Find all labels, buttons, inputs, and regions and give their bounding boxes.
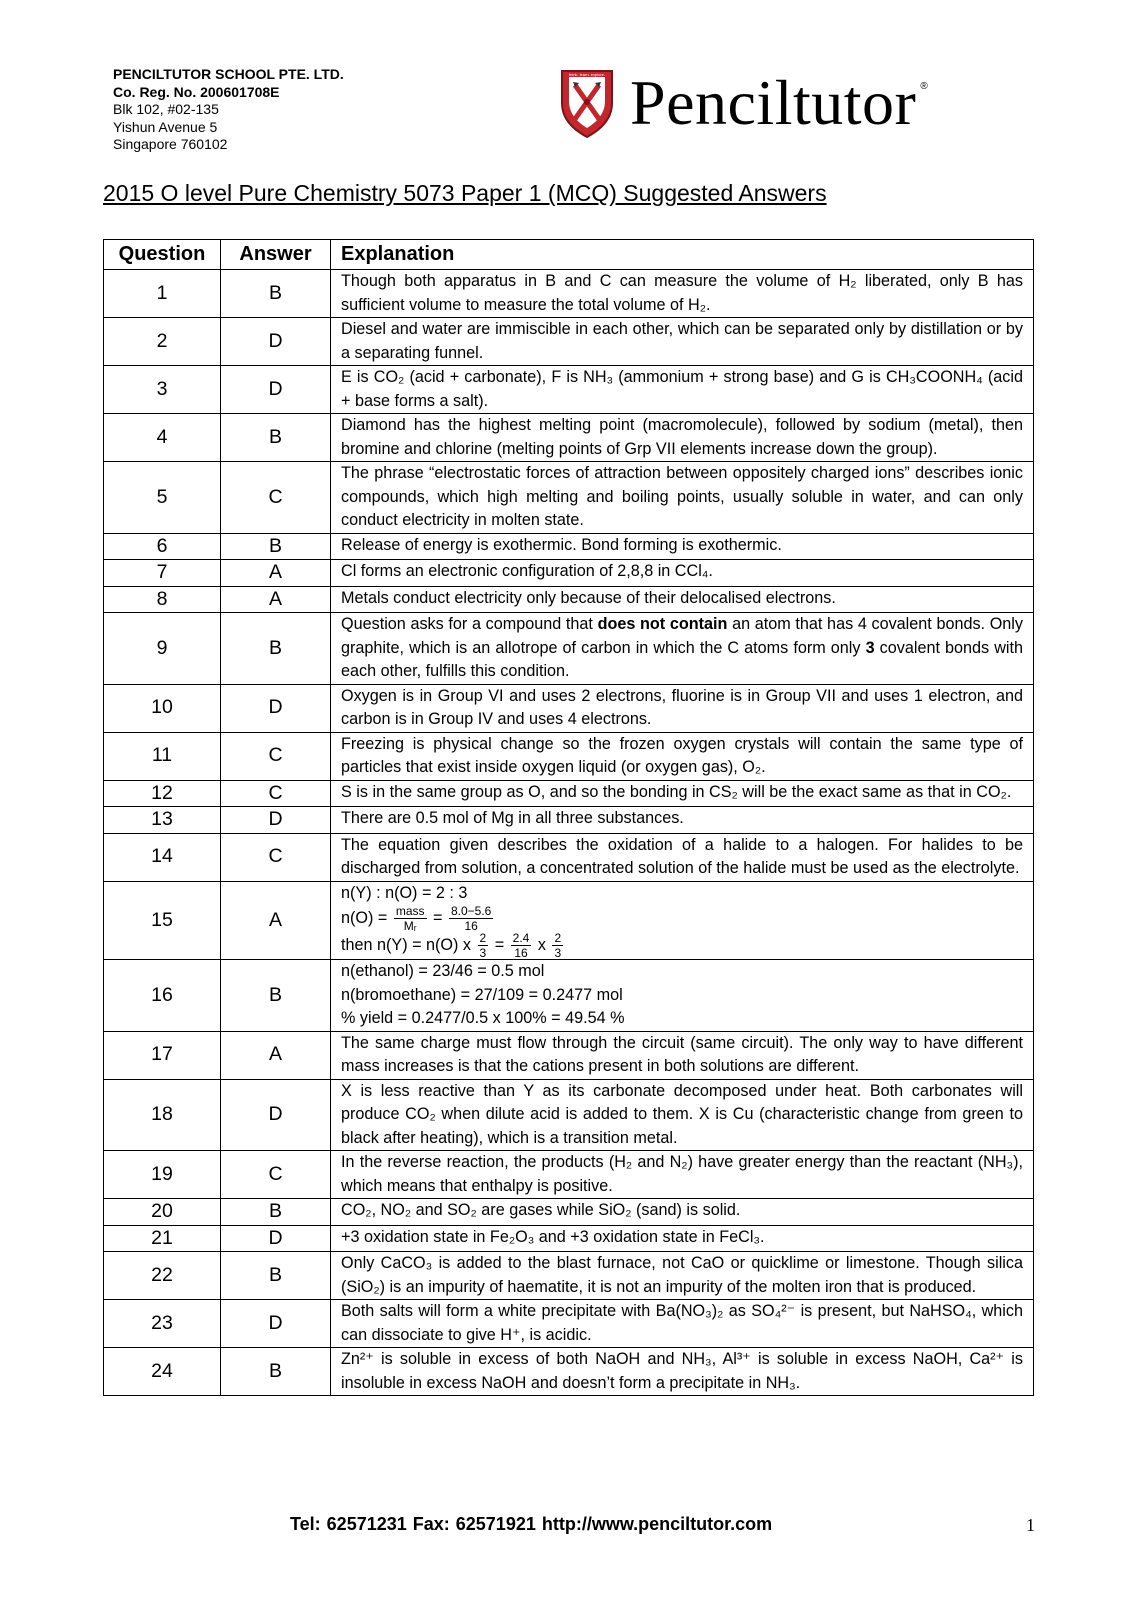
question-number: 12 — [104, 780, 221, 807]
document-title: 2015 O level Pure Chemistry 5073 Paper 1 (MCQ) Suggested Answers — [103, 180, 827, 206]
fraction — [394, 905, 427, 932]
address-line-2: Yishun Avenue 5 — [113, 118, 218, 135]
formula-label: n(O) = — [341, 908, 388, 927]
column-header-question: Question — [104, 240, 221, 270]
question-number: 1 — [104, 270, 221, 318]
fraction-denominator: 3 — [554, 946, 562, 960]
explanation-text — [331, 881, 1034, 960]
answer-letter: A — [221, 881, 331, 960]
table-row — [104, 1031, 1034, 1079]
explanation-text: Freezing is physical change so the frozen oxygen crystals will contain the same type of particles that exist inside oxygen liquid (or oxygen gas), O₂. — [331, 732, 1034, 780]
answer-letter: D — [221, 807, 331, 834]
table-row — [104, 560, 1034, 587]
registered-mark: ® — [920, 80, 928, 92]
answer-letter: C — [221, 732, 331, 780]
question-number: 16 — [104, 960, 221, 1032]
question-number: 3 — [104, 366, 221, 414]
table-row — [104, 414, 1034, 462]
answer-letter: D — [221, 1079, 331, 1151]
explanation-text — [331, 613, 1034, 685]
table-row — [104, 1225, 1034, 1252]
answer-letter: B — [221, 1252, 331, 1300]
table-row — [104, 586, 1034, 613]
table-row — [104, 270, 1034, 318]
explanation-text: Both salts will form a white precipitate with Ba(NO₃)₂ as SO₄²⁻ is present, but NaHSO₄, which can dissociate to give H⁺, is acidic. — [331, 1300, 1034, 1348]
table-header-row — [104, 240, 1034, 270]
equals-sign: = — [494, 935, 505, 954]
company-name: PENCILTUTOR SCHOOL PTE. LTD. — [113, 66, 344, 82]
explanation-text: There are 0.5 mol of Mg in all three substances. — [331, 807, 1034, 834]
answer-letter: C — [221, 833, 331, 881]
company-reg-no: Co. Reg. No. 200601708E — [113, 83, 280, 100]
explanation-text: Diamond has the highest melting point (macromolecule), followed by sodium (metal), then bromine and chlorine (melting points of Grp VII elements increase down the group). — [331, 414, 1034, 462]
table-row — [104, 462, 1034, 534]
explanation-part: Question asks for a compound that — [341, 615, 598, 633]
table-row — [104, 1079, 1034, 1151]
question-number: 10 — [104, 684, 221, 732]
table-row — [104, 318, 1034, 366]
answer-letter: B — [221, 1348, 331, 1396]
question-number: 5 — [104, 462, 221, 534]
fraction-denominator: 16 — [514, 946, 528, 960]
question-number: 8 — [104, 586, 221, 613]
explanation-text: Oxygen is in Group VI and uses 2 electrons, fluorine is in Group VII and uses 1 electron, and carbon is in Group IV and uses 4 electrons. — [331, 684, 1034, 732]
question-number: 20 — [104, 1199, 221, 1226]
company-address — [113, 66, 344, 154]
table-row — [104, 1348, 1034, 1396]
fraction — [552, 932, 563, 959]
question-number: 22 — [104, 1252, 221, 1300]
explanation-text: X is less reactive than Y as its carbonate decomposed under heat. Both carbonates will produce CO₂ when dilute acid is added to them. X is Cu (characteristic change from green to black after heating), which is a transition metal. — [331, 1079, 1034, 1151]
answer-letter: B — [221, 414, 331, 462]
answer-letter: D — [221, 366, 331, 414]
explanation-text: Only CaCO₃ is added to the blast furnace, not CaO or quicklime or limestone. Though silica (SiO₂) is an impurity of haematite, it is not an impurity of the molten iron that is produced. — [331, 1252, 1034, 1300]
question-number: 15 — [104, 881, 221, 960]
page-number: 1 — [1026, 1515, 1035, 1535]
explanation-text: Though both apparatus in B and C can measure the volume of H₂ liberated, only B has sufficient volume to measure the total volume of H₂. — [331, 270, 1034, 318]
explanation-text: E is CO₂ (acid + carbonate), F is NH₃ (ammonium + strong base) and G is CH₃COONH₄ (acid + base forms a salt). — [331, 366, 1034, 414]
column-header-explanation: Explanation — [331, 240, 1034, 270]
question-number: 18 — [104, 1079, 221, 1151]
table-row — [104, 1300, 1034, 1348]
question-number: 2 — [104, 318, 221, 366]
explanation-text: The same charge must flow through the circuit (same circuit). The only way to have different mass increases is that the cations present in both solutions are different. — [331, 1031, 1034, 1079]
answer-letter: B — [221, 533, 331, 560]
table-row — [104, 684, 1034, 732]
explanation-part: an atom that has 4 covalent bonds. Only graphite, which is an allotrope of carbon in which the C atoms form only — [341, 615, 1024, 657]
question-number: 6 — [104, 533, 221, 560]
address-line-1: Blk 102, #02-135 — [113, 101, 219, 117]
question-number: 7 — [104, 560, 221, 587]
question-number: 11 — [104, 732, 221, 780]
fraction — [478, 932, 489, 959]
question-number: 21 — [104, 1225, 221, 1252]
svg-text:think. learn. explore.: think. learn. explore. — [568, 72, 606, 77]
formula-line — [341, 932, 1023, 959]
column-header-answer: Answer — [221, 240, 331, 270]
footer-contact: Tel: 62571231 Fax: 62571921 http://www.penciltutor.com — [290, 1514, 773, 1534]
table-row — [104, 613, 1034, 685]
formula-line: n(bromoethane) = 27/109 = 0.2477 mol — [341, 985, 623, 1004]
formula-line: n(ethanol) = 23/46 = 0.5 mol — [341, 962, 545, 980]
fraction — [511, 932, 532, 959]
fraction-numerator: 2 — [479, 931, 487, 945]
table-row — [104, 533, 1034, 560]
answer-letter: D — [221, 1225, 331, 1252]
answer-letter: B — [221, 270, 331, 318]
explanation-text: Diesel and water are immiscible in each other, which can be separated only by distillation or by a separating funnel. — [331, 318, 1034, 366]
emphasis-text: does not contain — [597, 615, 728, 633]
table-row — [104, 1151, 1034, 1199]
answer-letter: A — [221, 560, 331, 587]
explanation-part: covalent bonds with each other, fulfills this condition. — [341, 638, 1023, 680]
equals-sign: = — [433, 908, 443, 927]
question-number: 24 — [104, 1348, 221, 1396]
question-number: 13 — [104, 807, 221, 834]
formula-line: % yield = 0.2477/0.5 x 100% = 49.54 % — [341, 1009, 625, 1027]
explanation-text: S is in the same group as O, and so the bonding in CS₂ will be the exact same as that in CO₂. — [331, 780, 1034, 807]
fraction-denominator: 16 — [464, 919, 478, 933]
answer-letter: C — [221, 780, 331, 807]
address-line-3: Singapore 760102 — [113, 136, 228, 152]
brand-logo — [558, 67, 928, 139]
fraction — [449, 905, 493, 932]
formula-line — [341, 905, 1023, 932]
explanation-text: Cl forms an electronic configuration of 2,8,8 in CCl₄. — [331, 560, 1034, 587]
explanation-text: The phrase “electrostatic forces of attraction between oppositely charged ions” describes ionic compounds, which high melting and boiling points, usually soluble in water, and can only conduct electricity in molten state. — [331, 462, 1034, 534]
table-row — [104, 960, 1034, 1032]
question-number: 17 — [104, 1031, 221, 1079]
answers-table — [103, 239, 1034, 1396]
question-number: 23 — [104, 1300, 221, 1348]
answer-letter: B — [221, 960, 331, 1032]
formula-label: then n(Y) = n(O) x — [341, 935, 471, 954]
answer-letter: A — [221, 1031, 331, 1079]
explanation-text: In the reverse reaction, the products (H₂ and N₂) have greater energy than the reactant (NH₃), which means that enthalpy is positive. — [331, 1151, 1034, 1199]
explanation-text: Release of energy is exothermic. Bond forming is exothermic. — [331, 533, 1034, 560]
question-number: 14 — [104, 833, 221, 881]
fraction-numerator: 8.0−5.6 — [450, 904, 492, 918]
answer-letter: B — [221, 1199, 331, 1226]
explanation-text: The equation given describes the oxidation of a halide to a halogen. For halides to be discharged from solution, a concentrated solution of the halide must be used as the electrolyte. — [331, 833, 1034, 881]
table-row — [104, 732, 1034, 780]
brand-name: Penciltutor — [630, 67, 917, 138]
table-row — [104, 833, 1034, 881]
shield-pencil-icon — [558, 67, 616, 139]
fraction-numerator: mass — [395, 904, 425, 918]
fraction-denominator: Mᵣ — [403, 919, 417, 933]
table-row — [104, 881, 1034, 960]
times-sign: x — [537, 935, 546, 954]
table-row — [104, 366, 1034, 414]
fraction-numerator: 2 — [554, 931, 562, 945]
table-row — [104, 780, 1034, 807]
formula-line: n(Y) : n(O) = 2 : 3 — [341, 883, 468, 902]
explanation-text: +3 oxidation state in Fe₂O₃ and +3 oxidation state in FeCl₃. — [331, 1225, 1034, 1252]
fraction-numerator: 2.4 — [512, 931, 530, 945]
question-number: 4 — [104, 414, 221, 462]
fraction-denominator: 3 — [479, 946, 487, 960]
explanation-text: Zn²⁺ is soluble in excess of both NaOH and NH₃, Al³⁺ is soluble in excess NaOH, Ca²⁺ is insoluble in excess NaOH and doesn’t form a precipitate in NH₃. — [331, 1348, 1034, 1396]
question-number: 19 — [104, 1151, 221, 1199]
emphasis-text: 3 — [865, 638, 875, 657]
table-row — [104, 1252, 1034, 1300]
explanation-text: Metals conduct electricity only because of their delocalised electrons. — [331, 586, 1034, 613]
question-number: 9 — [104, 613, 221, 685]
explanation-text: CO₂, NO₂ and SO₂ are gases while SiO₂ (sand) is solid. — [331, 1199, 1034, 1226]
answer-letter: D — [221, 318, 331, 366]
answer-letter: B — [221, 613, 331, 685]
answer-letter: C — [221, 462, 331, 534]
answer-letter: A — [221, 586, 331, 613]
answer-letter: C — [221, 1151, 331, 1199]
answer-letter: D — [221, 684, 331, 732]
table-row — [104, 1199, 1034, 1226]
answer-letter: D — [221, 1300, 331, 1348]
explanation-text — [331, 960, 1034, 1032]
table-row — [104, 807, 1034, 834]
